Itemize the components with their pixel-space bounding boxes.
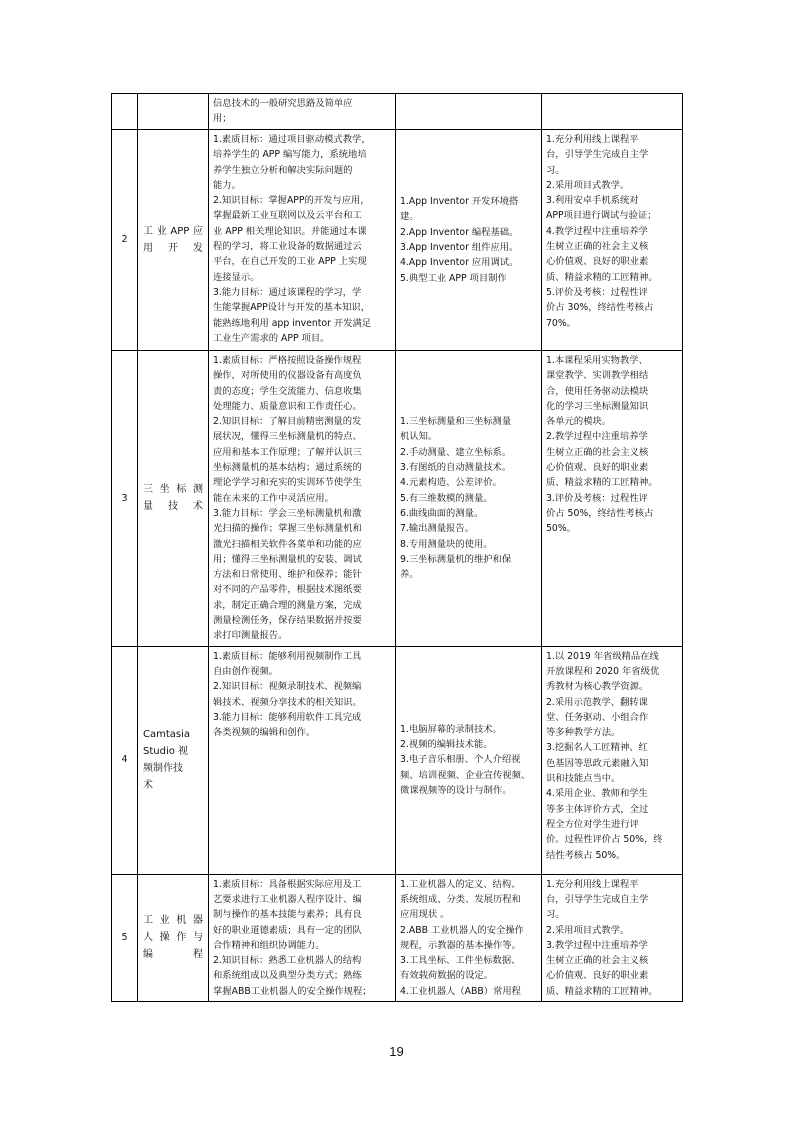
course-content-line: 建。 — [400, 211, 419, 223]
course-goals-line: 用；懂得三坐标测量机的安装、调试 — [213, 553, 362, 565]
course-content-line: 规程，示教器的基本操作等。 — [400, 939, 521, 951]
course-goals-line: 生能掌握APP设计与开发的基本知识， — [213, 302, 371, 314]
teaching-requirements — [542, 351, 683, 647]
course-content-line: 4.元素构造、公差评价。 — [400, 477, 502, 489]
course-content-line: 2.手动测量、建立坐标系。 — [400, 446, 512, 458]
course-goals-line: 展状况，懂得三坐标测量机的特点、 — [213, 431, 362, 443]
row-number: 3 — [112, 351, 138, 647]
teaching-requirements-line: 堂、任务驱动、小组合作 — [546, 711, 649, 723]
table-body — [112, 94, 683, 1002]
course-goals-line: 3.能力目标：通过该课程的学习，学 — [213, 286, 362, 298]
teaching-requirements-line: 等多主体评价方式，全过 — [546, 803, 649, 815]
course-content-line: 7.输出测量报告。 — [400, 523, 474, 535]
course-content-line: 2.App Inventor 编程基础。 — [400, 226, 519, 238]
teaching-requirements-line: 3.挖掘名人工匠精神、红 — [546, 742, 648, 754]
course-content-line: 9.三坐标测量机的维护和保 — [400, 553, 512, 565]
course-content — [396, 351, 542, 647]
course-goals-line: 和系统组成以及典型分类方式；熟练 — [213, 970, 362, 982]
teaching-requirements-line: 1.充分利用线上课程平 — [546, 134, 639, 145]
course-name — [138, 351, 209, 647]
course-content-line: 有效载荷数据的设定。 — [400, 970, 493, 982]
course-name-line: 频制作技 — [143, 763, 183, 775]
course-goals-line: 处理能力、质量意识和工作责任心。 — [213, 400, 362, 412]
course-goals-line: 理论学学习和充实的实训环节使学生 — [213, 477, 362, 489]
course-goals-line: 对不同的产品零件，根据技术图纸要 — [213, 584, 362, 596]
course-content-line: 机认知。 — [400, 431, 438, 443]
row-number: 5 — [112, 874, 138, 1001]
teaching-requirements-line: 化的学习三坐标测量知识 — [546, 400, 649, 412]
table-row — [112, 130, 683, 351]
teaching-requirements-line: 各单元的模块。 — [546, 416, 612, 428]
course-goals-line: 能力。 — [213, 179, 241, 191]
course-content-line: 3.电子音乐相册、个人介绍视 — [400, 754, 521, 766]
course-goals-line: 方法和日常使用、维护和保养；能针 — [213, 569, 362, 581]
course-content — [396, 874, 542, 1001]
teaching-requirements-line: 质、精益求精的工匠精神。 — [546, 271, 658, 283]
course-goals-line: 2.知识目标：熟悉工业机器人的结构 — [213, 955, 362, 967]
teaching-requirements-line: 质、精益求精的工匠精神。 — [546, 985, 658, 997]
teaching-requirements — [542, 94, 683, 130]
course-goals-line: 业 APP 相关理论知识。并能通过本课 — [213, 225, 367, 237]
course-name — [138, 94, 209, 130]
course-goals-line: 掌握最新工业互联网以及云平台和工 — [213, 210, 362, 222]
course-goals-line: 坐标测量机的基本结构；通过系统的 — [213, 462, 362, 474]
teaching-requirements — [542, 874, 683, 1001]
course-content-line: 1.电脑屏幕的录制技术。 — [400, 723, 502, 735]
course-name-line: 三坐标测 — [143, 484, 203, 496]
teaching-requirements-line: 色基因等思政元素融入知 — [546, 757, 649, 769]
course-goals-line: 2.知识目标：掌握APP的开发与应用， — [213, 195, 370, 207]
course-goals-line: 好的职业道德素质；具有一定的团队 — [213, 924, 362, 936]
course-content-line: 1.App Inventor 开发环境搭 — [400, 196, 519, 208]
course-goals-line: 2.知识目标：了解目前精密测量的发 — [213, 416, 362, 428]
course-goals — [209, 94, 396, 130]
teaching-requirements-line: 2.采用示范教学、翻转课 — [546, 696, 648, 708]
teaching-requirements-line: 2.教学过程中注重培养学 — [546, 431, 648, 443]
course-goals-line: 能在未来的工作中灵活应用。 — [213, 492, 334, 504]
course-goals — [209, 130, 396, 351]
course-name-line: 用开发 — [143, 243, 203, 254]
course-goals-line: 合作精神和组织协调能力。 — [213, 939, 325, 951]
course-content-line: 4.App Inventor 应用调试。 — [400, 257, 519, 269]
course-content-line: 频、培训视频、企业宣传视频、 — [400, 769, 531, 781]
page-number: 19 — [389, 1044, 404, 1059]
course-goals-line: 养学生独立分析和解决实际问题的 — [213, 164, 353, 176]
teaching-requirements — [542, 646, 683, 874]
teaching-requirements-line: 心价值观、良好的职业素 — [546, 462, 649, 474]
course-goals-line: 1.素质目标：具备根据实际应用及工 — [213, 878, 362, 890]
course-goals-line: 连接显示。 — [213, 271, 260, 283]
teaching-requirements-line: 3.评价及考核：过程性评 — [546, 492, 648, 504]
teaching-requirements-line: 质、精益求精的工匠精神。 — [546, 477, 658, 489]
course-goals-line: 责的态度；学生交流能力、信息收集 — [213, 385, 362, 397]
teaching-requirements-line: 习。 — [546, 909, 565, 921]
course-goals-line: 掌握ABB工业机器人的安全操作规程； — [213, 985, 372, 997]
course-content — [396, 130, 542, 351]
course-content-line: 2.ABB 工业机器人的安全操作 — [400, 924, 524, 936]
course-content-line: 应用现状 。 — [400, 909, 450, 921]
course-goals-line: 求，制定正确合理的测量方案，完成 — [213, 599, 362, 611]
teaching-requirements-line: 70%。 — [546, 317, 576, 329]
teaching-requirements-line: 秀教材为核心教学资源。 — [546, 681, 649, 693]
course-name-line: 人操作与 — [143, 932, 203, 944]
course-content-line: 3.有图纸的自动测量技术。 — [400, 462, 512, 474]
course-goals-line: 3.能力目标：学会三坐标测量机和激 — [213, 507, 362, 519]
course-goals-line: 1.素质目标：通过项目驱动模式教学， — [213, 134, 371, 145]
course-goals-line: 信息技术的一般研究思路及简单应 — [213, 98, 353, 109]
teaching-requirements-line: 2.采用项目式教学。 — [546, 179, 630, 191]
course-goals-line: 各类视频的编辑和创作。 — [213, 727, 316, 739]
teaching-requirements-line: 生树立正确的社会主义核 — [546, 955, 649, 967]
teaching-requirements-line: 3.教学过程中注重培养学 — [546, 939, 648, 951]
course-name-line: 工业机器 — [143, 915, 203, 927]
course-content-line: 6.曲线曲面的测量。 — [400, 507, 484, 519]
teaching-requirements-line: 2.采用项目式教学。 — [546, 924, 630, 936]
course-goals-line: 艺要求进行工业机器人程序设计、编 — [213, 893, 362, 905]
course-name — [138, 646, 209, 874]
course-goals-line: 1.素质目标：能够利用视频制作工具 — [213, 650, 362, 662]
course-name — [138, 874, 209, 1001]
teaching-requirements-line: 4.教学过程中注重培养学 — [546, 225, 648, 237]
course-content-line: 8.专用测量块的使用。 — [400, 538, 493, 550]
course-goals-line: 自由创作视频。 — [213, 665, 279, 677]
course-goals-line: 辑技术、视频分享技术的相关知识。 — [213, 696, 362, 708]
teaching-requirements-line: 1.充分利用线上课程平 — [546, 878, 639, 890]
teaching-requirements-line: 3.利用安卓手机系统对 — [546, 195, 639, 207]
course-content-line: 5.有三维数模的测量。 — [400, 492, 493, 504]
course-goals-line: 光扫描的操作；掌握三坐标测量机和 — [213, 523, 362, 535]
course-name-line: Studio 视 — [143, 746, 189, 758]
teaching-requirements-line: 4.采用企业、教师和学生 — [546, 788, 648, 800]
course-name-line: 术 — [143, 780, 153, 792]
curriculum-table — [111, 93, 683, 1002]
course-content — [396, 646, 542, 874]
course-goals-line: 应用和基本工作原理；了解并认识三 — [213, 446, 362, 458]
course-goals-line: 求打印测量报告。 — [213, 630, 288, 642]
course-content-line: 5.典型工业 APP 项目制作 — [400, 272, 507, 284]
course-goals-line: 操作，对所使用的仪器设备有高度负 — [213, 370, 362, 382]
row-number — [112, 94, 138, 130]
table-row — [112, 351, 683, 647]
course-name — [138, 130, 209, 351]
teaching-requirements-line: APP项目进行调试与验证； — [546, 210, 657, 222]
course-goals-line: 1.素质目标：严格按照设备操作规程 — [213, 355, 362, 366]
course-content-line: 系统组成、分类、发展历程和 — [400, 893, 521, 905]
table-row — [112, 646, 683, 874]
course-goals-line: 程的学习，将工业设备的数据通过云 — [213, 241, 362, 253]
course-goals-line: 工业生产需求的 APP 项目。 — [213, 332, 330, 344]
course-goals-line: 2.知识目标：视频录制技术、视频编 — [213, 681, 362, 693]
course-goals-line: 培养学生的 APP 编写能力，系统地培 — [213, 149, 367, 161]
course-goals-line: 测量检测任务，保存结果数据并按要 — [213, 615, 362, 627]
teaching-requirements-line: 生树立正确的社会主义核 — [546, 446, 649, 458]
course-goals — [209, 874, 396, 1001]
teaching-requirements-line: 生树立正确的社会主义核 — [546, 241, 649, 253]
course-content-line: 2.视频的编辑技术能。 — [400, 739, 493, 751]
course-content-line: 微课视频等的设计与制作。 — [400, 785, 512, 797]
course-content-line: 养。 — [400, 569, 419, 581]
course-goals-line: 激光扫描相关软件各菜单和功能的应 — [213, 538, 362, 550]
course-goals-line: 用； — [213, 113, 232, 125]
course-goals-line: 制与操作的基本技能与素养；具有良 — [213, 909, 362, 921]
course-content — [396, 94, 542, 130]
teaching-requirements-line: 5.评价及考核：过程性评 — [546, 286, 648, 298]
teaching-requirements-line: 开放课程和 2020 年省级优 — [546, 665, 660, 677]
teaching-requirements-line: 价。过程性评价占 50%，终 — [546, 834, 663, 846]
table-row — [112, 94, 683, 130]
course-goals — [209, 351, 396, 647]
teaching-requirements-line: 心价值观、良好的职业素 — [546, 970, 649, 982]
teaching-requirements-line: 结性考核占 50%。 — [546, 849, 626, 861]
teaching-requirements-line: 台，引导学生完成自主学 — [546, 149, 649, 161]
row-number: 4 — [112, 646, 138, 874]
course-goals — [209, 646, 396, 874]
course-content-line: 4.工业机器人（ABB）常用程 — [400, 985, 521, 997]
teaching-requirements-line: 等多种教学方法。 — [546, 727, 621, 739]
course-name-line: 编程 — [143, 949, 203, 961]
course-name-line: Camtasia — [143, 729, 191, 741]
teaching-requirements-line: 1.以 2019 年省级精品在线 — [546, 650, 659, 662]
course-content-line: 1.工业机器人的定义、结构、 — [400, 878, 521, 890]
table-row — [112, 874, 683, 1001]
teaching-requirements-line: 台，引导学生完成自主学 — [546, 893, 649, 905]
course-content-line: 3.工具坐标、工件坐标数据、 — [400, 955, 521, 967]
course-name-line: 工业APP应 — [143, 226, 203, 237]
teaching-requirements-line: 价占 30%，终结性考核占 — [546, 302, 654, 314]
teaching-requirements-line: 程全方位对学生进行评 — [546, 818, 639, 830]
row-number: 2 — [112, 130, 138, 351]
teaching-requirements-line: 价占 50%，终结性考核占 — [546, 507, 654, 519]
teaching-requirements-line: 习。 — [546, 164, 565, 176]
course-content-line: 3.App Inventor 组件应用。 — [400, 242, 519, 253]
course-goals-line: 3.能力目标：能够利用软件工具完成 — [213, 711, 362, 723]
course-name-line: 量技术 — [143, 501, 203, 513]
course-content-line: 1.三坐标测量和三坐标测量 — [400, 416, 512, 428]
teaching-requirements-line: 1.本课程采用实物教学、 — [546, 355, 648, 366]
teaching-requirements-line: 心价值观、良好的职业素 — [546, 256, 649, 268]
teaching-requirements-line: 50%。 — [546, 523, 576, 535]
teaching-requirements-line: 合，使用任务驱动法模块 — [546, 385, 649, 397]
teaching-requirements — [542, 130, 683, 351]
course-goals-line: 平台，在自己开发的工业 APP 上实现 — [213, 256, 367, 268]
teaching-requirements-line: 识和技能点当中。 — [546, 773, 621, 785]
course-goals-line: 能熟练地利用 app inventor 开发满足 — [213, 317, 372, 329]
teaching-requirements-line: 课堂教学、实训教学相结 — [546, 370, 649, 382]
